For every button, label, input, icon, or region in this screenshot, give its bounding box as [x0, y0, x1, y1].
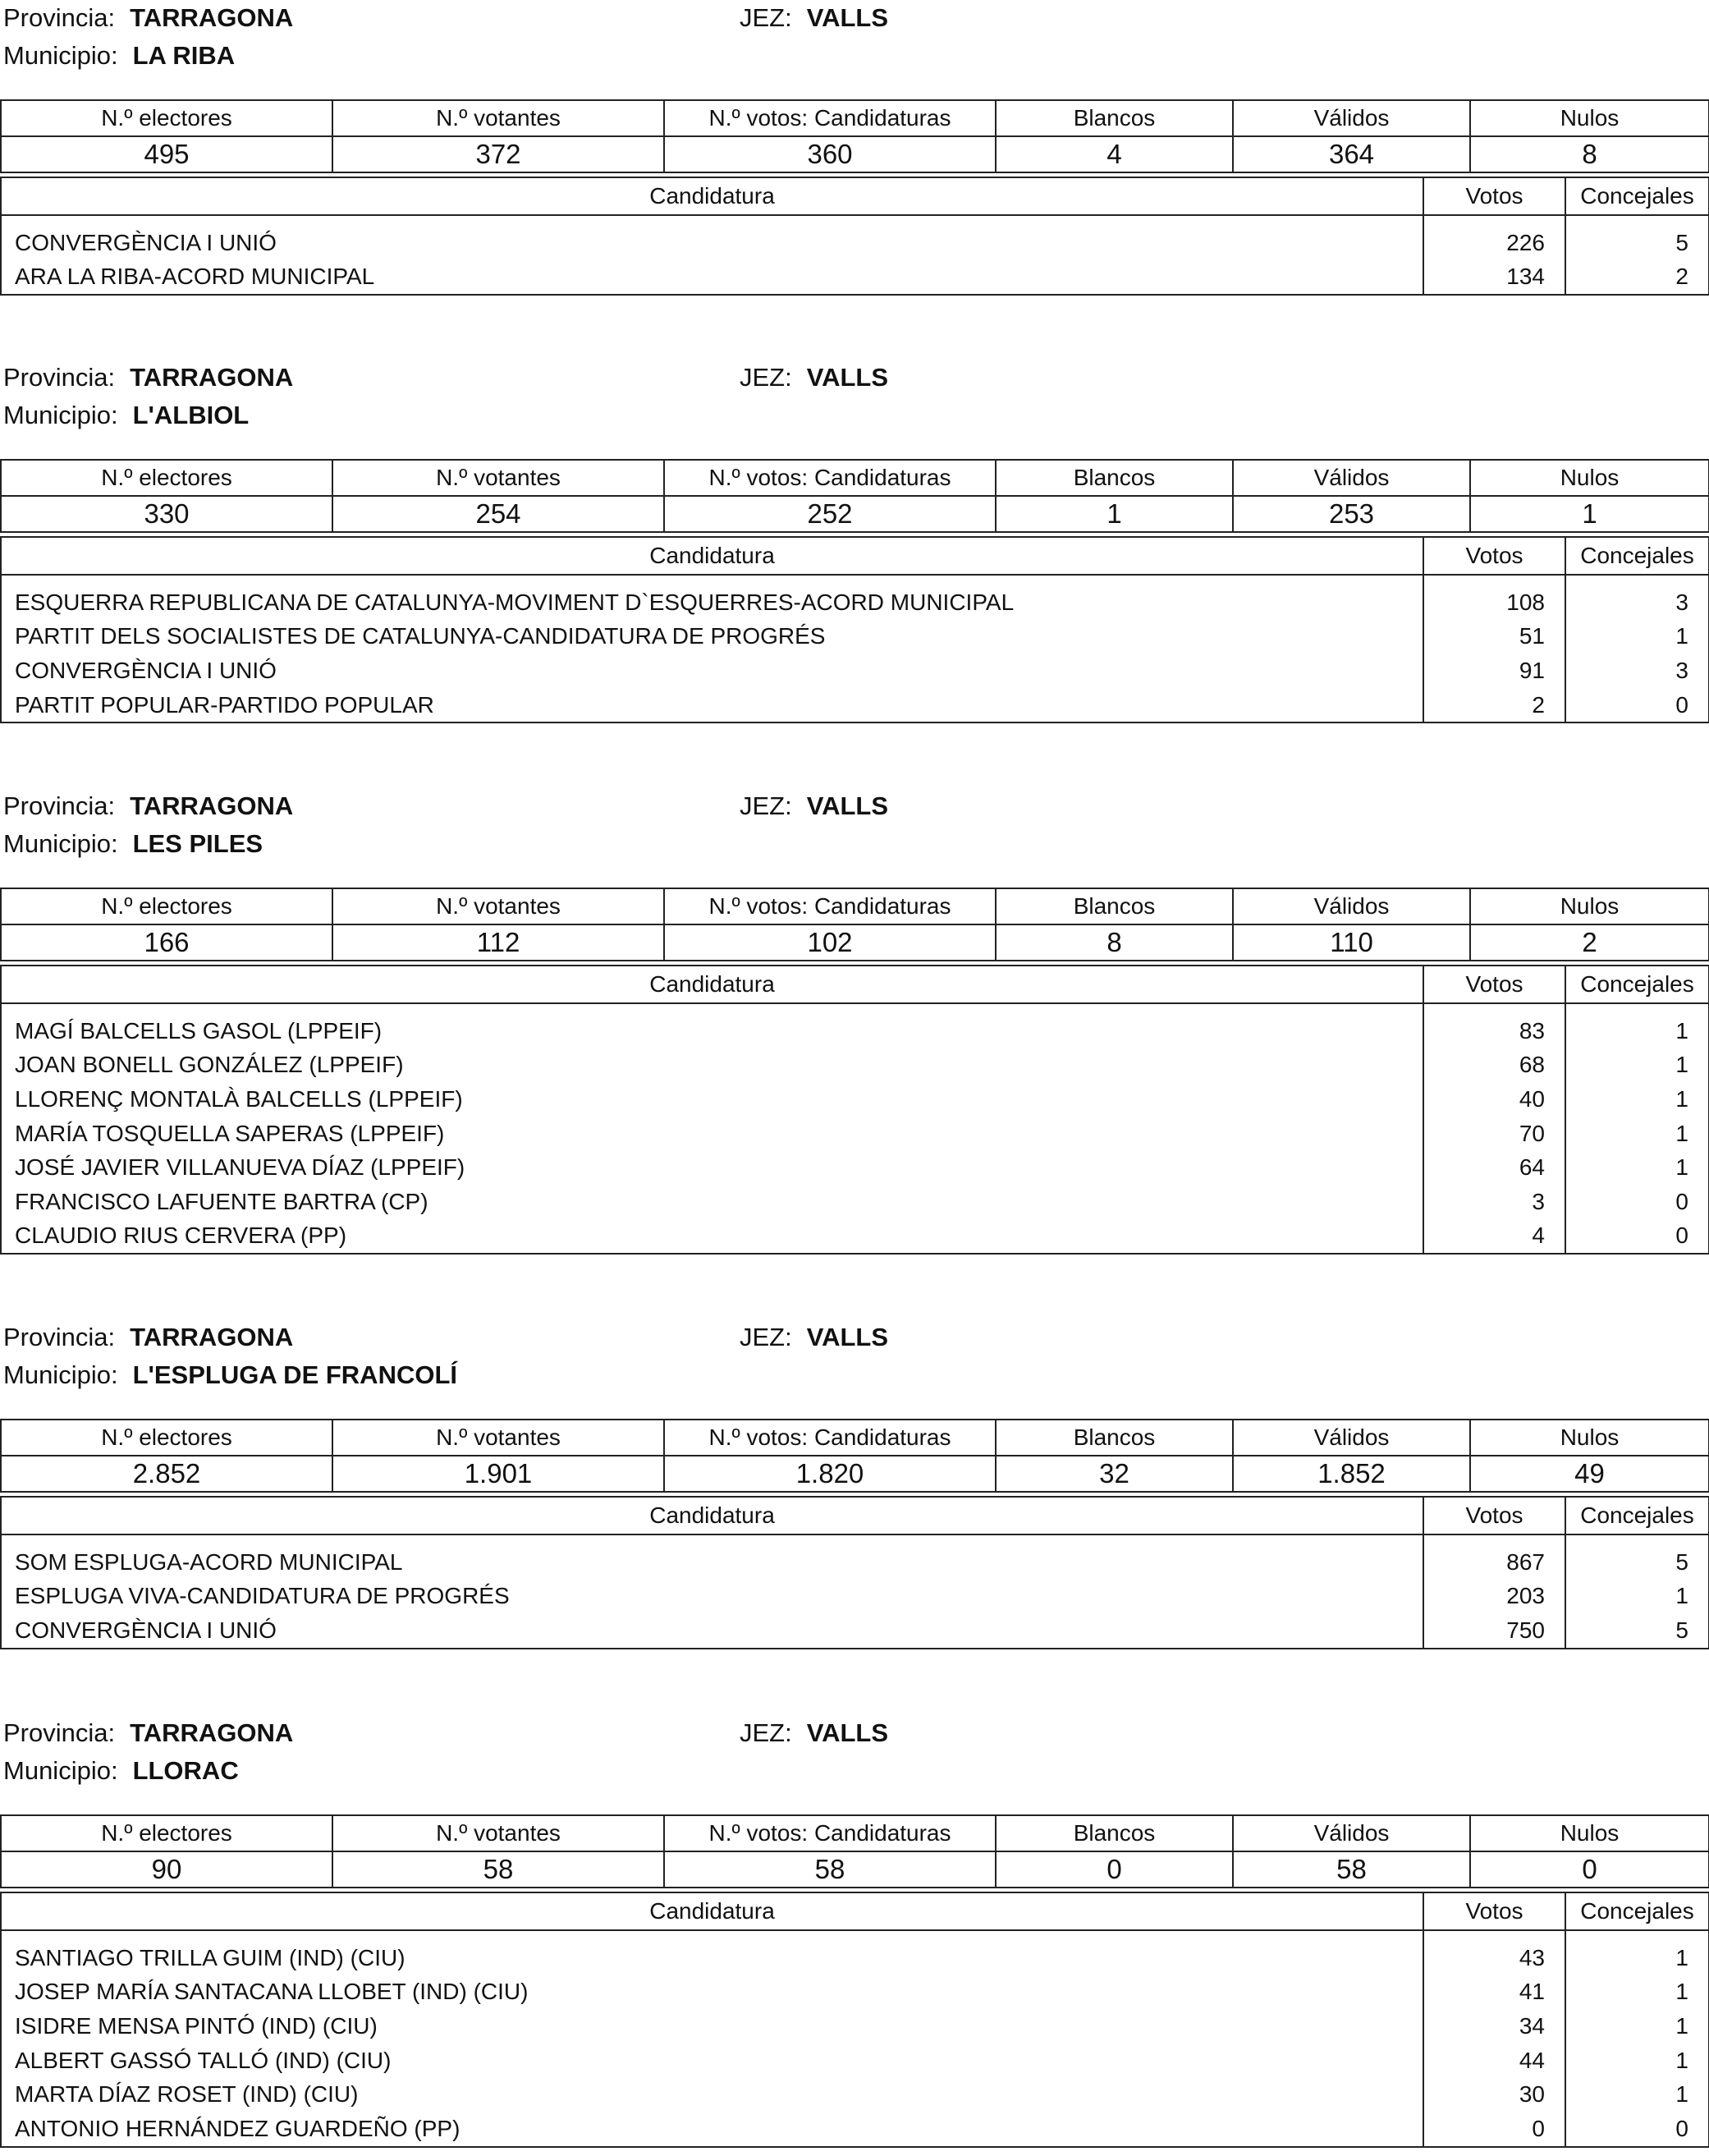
stats-value-votos-candidaturas: 360 — [664, 136, 996, 172]
stats-header-votos-candidaturas: N.º votos: Candidaturas — [664, 460, 996, 496]
candidatura-row — [1, 1534, 1709, 1580]
candidatura-name: ALBERT GASSÓ TALLÓ (IND) (CIU) — [1, 2044, 1423, 2078]
stats-header-blancos: Blancos — [996, 1815, 1233, 1851]
candidatura-row — [1, 1048, 1709, 1083]
candidatura-votos: 867 — [1423, 1534, 1565, 1580]
candidatura-row — [1, 688, 1709, 723]
candidatura-concejales: 1 — [1565, 620, 1709, 654]
stats-header-votantes: N.º votantes — [332, 1420, 664, 1456]
stats-table — [0, 99, 1709, 173]
stats-header-validos: Válidos — [1233, 1420, 1470, 1456]
stats-value-votantes: 254 — [332, 496, 664, 532]
stats-header-blancos: Blancos — [996, 888, 1233, 924]
candidatura-header: Candidatura — [1, 1892, 1423, 1930]
candidatura-name: ANTONIO HERNÁNDEZ GUARDEÑO (PP) — [1, 2112, 1423, 2147]
stats-value-votos-candidaturas: 58 — [664, 1851, 996, 1888]
candidatura-row — [1, 620, 1709, 654]
stats-header-validos: Válidos — [1233, 100, 1470, 136]
stats-value-blancos: 0 — [996, 1851, 1233, 1888]
votos-header: Votos — [1423, 177, 1565, 215]
candidatura-row — [1, 1613, 1709, 1649]
candidatura-row — [1, 2077, 1709, 2112]
provincia-label: Provincia: — [3, 1323, 116, 1351]
stats-header-row — [1, 100, 1709, 136]
stats-value-votos-candidaturas: 252 — [664, 496, 996, 532]
municipio-value: LLORAC — [132, 1756, 239, 1785]
jez-label: JEZ: — [740, 1718, 792, 1747]
municipio-line — [3, 829, 263, 859]
candidatura-concejales: 1 — [1565, 2044, 1709, 2078]
candidatura-row — [1, 215, 1709, 260]
candidatura-votos: 51 — [1423, 620, 1565, 654]
candidatura-name: MAGÍ BALCELLS GASOL (LPPEIF) — [1, 1003, 1423, 1048]
candidatura-name: LLORENÇ MONTALÀ BALCELLS (LPPEIF) — [1, 1082, 1423, 1117]
provincia-label: Provincia: — [3, 363, 116, 392]
stats-header-row — [1, 1420, 1709, 1456]
provincia-line — [3, 791, 293, 821]
candidatura-votos: 44 — [1423, 2044, 1565, 2078]
concejales-header: Concejales — [1565, 537, 1709, 575]
candidatura-concejales: 3 — [1565, 575, 1709, 620]
stats-value-nulos: 8 — [1470, 136, 1709, 172]
votos-header: Votos — [1423, 537, 1565, 575]
candidatura-name: CONVERGÈNCIA I UNIÓ — [1, 654, 1423, 688]
candidatura-row — [1, 1580, 1709, 1614]
candidatura-row — [1, 2112, 1709, 2147]
candidatura-concejales: 1 — [1565, 1930, 1709, 1975]
stats-value-blancos: 1 — [996, 496, 1233, 532]
stats-header-nulos: Nulos — [1470, 1815, 1709, 1851]
stats-value-row — [1, 1851, 1709, 1888]
candidatura-name: JOAN BONELL GONZÁLEZ (LPPEIF) — [1, 1048, 1423, 1083]
stats-value-blancos: 4 — [996, 136, 1233, 172]
stats-value-electores: 2.852 — [1, 1456, 332, 1492]
candidatura-header: Candidatura — [1, 177, 1423, 215]
jez-value: VALLS — [806, 363, 889, 392]
stats-table — [0, 1419, 1709, 1493]
stats-header-nulos: Nulos — [1470, 1420, 1709, 1456]
candidatura-header: Candidatura — [1, 1497, 1423, 1534]
stats-header-nulos: Nulos — [1470, 100, 1709, 136]
candidatura-votos: 83 — [1423, 1003, 1565, 1048]
candidatura-name: SANTIAGO TRILLA GUIM (IND) (CIU) — [1, 1930, 1423, 1975]
jez-line — [740, 363, 888, 392]
candidatura-name: ARA LA RIBA-ACORD MUNICIPAL — [1, 260, 1423, 296]
candidatura-header: Candidatura — [1, 966, 1423, 1003]
candidatura-name: ESPLUGA VIVA-CANDIDATURA DE PROGRÉS — [1, 1580, 1423, 1614]
stats-value-validos: 58 — [1233, 1851, 1470, 1888]
municipio-value: L'ESPLUGA DE FRANCOLÍ — [132, 1360, 458, 1389]
stats-table — [0, 459, 1709, 533]
provincia-line — [3, 1718, 293, 1748]
stats-header-votantes: N.º votantes — [332, 100, 664, 136]
stats-header-votos-candidaturas: N.º votos: Candidaturas — [664, 1420, 996, 1456]
candidatura-concejales: 3 — [1565, 654, 1709, 688]
jez-line — [740, 3, 888, 33]
provincia-label: Provincia: — [3, 1718, 116, 1747]
stats-header-validos: Válidos — [1233, 1815, 1470, 1851]
candidaturas-header-row — [1, 177, 1709, 215]
stats-header-votos-candidaturas: N.º votos: Candidaturas — [664, 1815, 996, 1851]
candidatura-name: PARTIT DELS SOCIALISTES DE CATALUNYA-CANDIDATURA DE PROGRÉS — [1, 620, 1423, 654]
stats-header-nulos: Nulos — [1470, 888, 1709, 924]
municipio-line — [3, 401, 249, 430]
candidatura-row — [1, 1975, 1709, 2010]
candidatura-name: CONVERGÈNCIA I UNIÓ — [1, 1613, 1423, 1649]
stats-value-votos-candidaturas: 1.820 — [664, 1456, 996, 1492]
municipio-line — [3, 1360, 457, 1390]
jez-value: VALLS — [806, 791, 889, 820]
municipio-label: Municipio: — [3, 829, 118, 858]
stats-value-votantes: 1.901 — [332, 1456, 664, 1492]
candidatura-name: ISIDRE MENSA PINTÓ (IND) (CIU) — [1, 2009, 1423, 2044]
stats-value-votantes: 58 — [332, 1851, 664, 1888]
stats-header-electores: N.º electores — [1, 1815, 332, 1851]
provincia-value: TARRAGONA — [130, 1323, 294, 1351]
candidatura-row — [1, 260, 1709, 296]
stats-header-votos-candidaturas: N.º votos: Candidaturas — [664, 888, 996, 924]
candidatura-concejales: 5 — [1565, 215, 1709, 260]
candidaturas-header-row — [1, 966, 1709, 1003]
stats-header-validos: Válidos — [1233, 888, 1470, 924]
provincia-label: Provincia: — [3, 791, 116, 820]
stats-table — [0, 1814, 1709, 1888]
candidaturas-table — [0, 536, 1709, 723]
stats-value-row — [1, 496, 1709, 532]
candidatura-concejales: 0 — [1565, 1219, 1709, 1255]
candidatura-votos: 34 — [1423, 2009, 1565, 2044]
stats-value-row — [1, 1456, 1709, 1492]
candidatura-concejales: 1 — [1565, 2077, 1709, 2112]
stats-value-votantes: 112 — [332, 924, 664, 961]
candidatura-row — [1, 1185, 1709, 1219]
stats-value-validos: 364 — [1233, 136, 1470, 172]
candidatura-name: JOSÉ JAVIER VILLANUEVA DÍAZ (LPPEIF) — [1, 1150, 1423, 1185]
candidatura-name: SOM ESPLUGA-ACORD MUNICIPAL — [1, 1534, 1423, 1580]
jez-label: JEZ: — [740, 791, 792, 820]
stats-header-validos: Válidos — [1233, 460, 1470, 496]
candidatura-row — [1, 1003, 1709, 1048]
candidatura-row — [1, 1930, 1709, 1975]
provincia-value: TARRAGONA — [130, 3, 294, 32]
candidatura-concejales: 1 — [1565, 1003, 1709, 1048]
candidatura-name: ESQUERRA REPUBLICANA DE CATALUNYA-MOVIMENT D`ESQUERRES-ACORD MUNICIPAL — [1, 575, 1423, 620]
stats-header-votos-candidaturas: N.º votos: Candidaturas — [664, 100, 996, 136]
candidatura-votos: 64 — [1423, 1150, 1565, 1185]
municipio-line — [3, 41, 235, 71]
candidatura-concejales: 1 — [1565, 1048, 1709, 1083]
candidatura-concejales: 2 — [1565, 260, 1709, 296]
stats-value-electores: 330 — [1, 496, 332, 532]
concejales-header: Concejales — [1565, 966, 1709, 1003]
jez-label: JEZ: — [740, 3, 792, 32]
candidaturas-table — [0, 1892, 1709, 2148]
candidatura-votos: 43 — [1423, 1930, 1565, 1975]
candidatura-concejales: 0 — [1565, 1185, 1709, 1219]
stats-header-blancos: Blancos — [996, 460, 1233, 496]
stats-header-electores: N.º electores — [1, 1420, 332, 1456]
candidatura-votos: 134 — [1423, 260, 1565, 296]
stats-header-votantes: N.º votantes — [332, 888, 664, 924]
candidatura-votos: 41 — [1423, 1975, 1565, 2010]
votos-header: Votos — [1423, 1497, 1565, 1534]
municipio-value: L'ALBIOL — [132, 401, 250, 429]
stats-value-votos-candidaturas: 102 — [664, 924, 996, 961]
candidatura-row — [1, 1219, 1709, 1255]
candidaturas-header-row — [1, 537, 1709, 575]
concejales-header: Concejales — [1565, 1892, 1709, 1930]
candidatura-concejales: 5 — [1565, 1613, 1709, 1649]
candidatura-name: CLAUDIO RIUS CERVERA (PP) — [1, 1219, 1423, 1255]
jez-line — [740, 1323, 888, 1352]
stats-header-electores: N.º electores — [1, 888, 332, 924]
stats-value-nulos: 49 — [1470, 1456, 1709, 1492]
stats-value-nulos: 0 — [1470, 1851, 1709, 1888]
jez-line — [740, 791, 888, 821]
stats-header-votantes: N.º votantes — [332, 1815, 664, 1851]
provincia-label: Provincia: — [3, 3, 116, 32]
candidatura-name: MARTA DÍAZ ROSET (IND) (CIU) — [1, 2077, 1423, 2112]
candidatura-votos: 68 — [1423, 1048, 1565, 1083]
municipio-value: LES PILES — [132, 829, 263, 858]
stats-header-electores: N.º electores — [1, 100, 332, 136]
stats-value-row — [1, 136, 1709, 172]
stats-value-row — [1, 924, 1709, 961]
provincia-line — [3, 1323, 293, 1352]
candidatura-votos: 4 — [1423, 1219, 1565, 1255]
municipio-label: Municipio: — [3, 401, 118, 429]
candidatura-name: CONVERGÈNCIA I UNIÓ — [1, 215, 1423, 260]
candidatura-votos: 91 — [1423, 654, 1565, 688]
candidatura-votos: 750 — [1423, 1613, 1565, 1649]
jez-value: VALLS — [806, 1323, 889, 1351]
municipio-value: LA RIBA — [132, 41, 236, 70]
candidatura-name: MARÍA TOSQUELLA SAPERAS (LPPEIF) — [1, 1117, 1423, 1151]
candidatura-concejales: 0 — [1565, 2112, 1709, 2147]
candidaturas-header-row — [1, 1892, 1709, 1930]
votos-header: Votos — [1423, 1892, 1565, 1930]
concejales-header: Concejales — [1565, 1497, 1709, 1534]
provincia-line — [3, 363, 293, 392]
candidatura-votos: 0 — [1423, 2112, 1565, 2147]
candidatura-votos: 70 — [1423, 1117, 1565, 1151]
candidatura-row — [1, 2044, 1709, 2078]
stats-value-nulos: 1 — [1470, 496, 1709, 532]
stats-header-row — [1, 1815, 1709, 1851]
candidatura-header: Candidatura — [1, 537, 1423, 575]
votos-header: Votos — [1423, 966, 1565, 1003]
candidatura-row — [1, 1117, 1709, 1151]
stats-header-blancos: Blancos — [996, 1420, 1233, 1456]
candidatura-row — [1, 2009, 1709, 2044]
provincia-value: TARRAGONA — [130, 1718, 294, 1747]
provincia-line — [3, 3, 293, 33]
candidatura-row — [1, 575, 1709, 620]
candidatura-concejales: 1 — [1565, 1117, 1709, 1151]
municipio-label: Municipio: — [3, 1360, 118, 1389]
concejales-header: Concejales — [1565, 177, 1709, 215]
candidatura-concejales: 1 — [1565, 1580, 1709, 1614]
candidatura-votos: 40 — [1423, 1082, 1565, 1117]
candidatura-votos: 226 — [1423, 215, 1565, 260]
jez-value: VALLS — [806, 1718, 889, 1747]
municipio-label: Municipio: — [3, 41, 118, 70]
stats-value-blancos: 8 — [996, 924, 1233, 961]
stats-value-validos: 110 — [1233, 924, 1470, 961]
stats-value-electores: 166 — [1, 924, 332, 961]
stats-value-nulos: 2 — [1470, 924, 1709, 961]
stats-value-electores: 495 — [1, 136, 332, 172]
candidaturas-table — [0, 177, 1709, 296]
candidaturas-table — [0, 1496, 1709, 1649]
candidatura-votos: 108 — [1423, 575, 1565, 620]
stats-header-nulos: Nulos — [1470, 460, 1709, 496]
municipio-line — [3, 1756, 239, 1786]
candidatura-concejales: 1 — [1565, 1082, 1709, 1117]
stats-header-votantes: N.º votantes — [332, 460, 664, 496]
candidatura-concejales: 1 — [1565, 2009, 1709, 2044]
stats-header-row — [1, 888, 1709, 924]
candidatura-row — [1, 1082, 1709, 1117]
candidatura-concejales: 1 — [1565, 1150, 1709, 1185]
candidatura-votos: 203 — [1423, 1580, 1565, 1614]
jez-label: JEZ: — [740, 1323, 792, 1351]
jez-line — [740, 1718, 888, 1748]
stats-value-electores: 90 — [1, 1851, 332, 1888]
candidatura-concejales: 0 — [1565, 688, 1709, 723]
candidatura-votos: 30 — [1423, 2077, 1565, 2112]
stats-value-validos: 253 — [1233, 496, 1470, 532]
stats-header-electores: N.º electores — [1, 460, 332, 496]
provincia-value: TARRAGONA — [130, 363, 294, 392]
jez-value: VALLS — [806, 3, 889, 32]
candidaturas-table — [0, 965, 1709, 1255]
candidatura-votos: 3 — [1423, 1185, 1565, 1219]
stats-value-votantes: 372 — [332, 136, 664, 172]
stats-value-blancos: 32 — [996, 1456, 1233, 1492]
municipio-label: Municipio: — [3, 1756, 118, 1785]
candidatura-name: FRANCISCO LAFUENTE BARTRA (CP) — [1, 1185, 1423, 1219]
candidatura-row — [1, 654, 1709, 688]
stats-table — [0, 888, 1709, 961]
stats-header-blancos: Blancos — [996, 100, 1233, 136]
provincia-value: TARRAGONA — [130, 791, 294, 820]
stats-value-validos: 1.852 — [1233, 1456, 1470, 1492]
jez-label: JEZ: — [740, 363, 792, 392]
stats-header-row — [1, 460, 1709, 496]
candidatura-concejales: 5 — [1565, 1534, 1709, 1580]
candidatura-row — [1, 1150, 1709, 1185]
candidaturas-header-row — [1, 1497, 1709, 1534]
candidatura-concejales: 1 — [1565, 1975, 1709, 2010]
candidatura-name: PARTIT POPULAR-PARTIDO POPULAR — [1, 688, 1423, 723]
candidatura-name: JOSEP MARÍA SANTACANA LLOBET (IND) (CIU) — [1, 1975, 1423, 2010]
candidatura-votos: 2 — [1423, 688, 1565, 723]
